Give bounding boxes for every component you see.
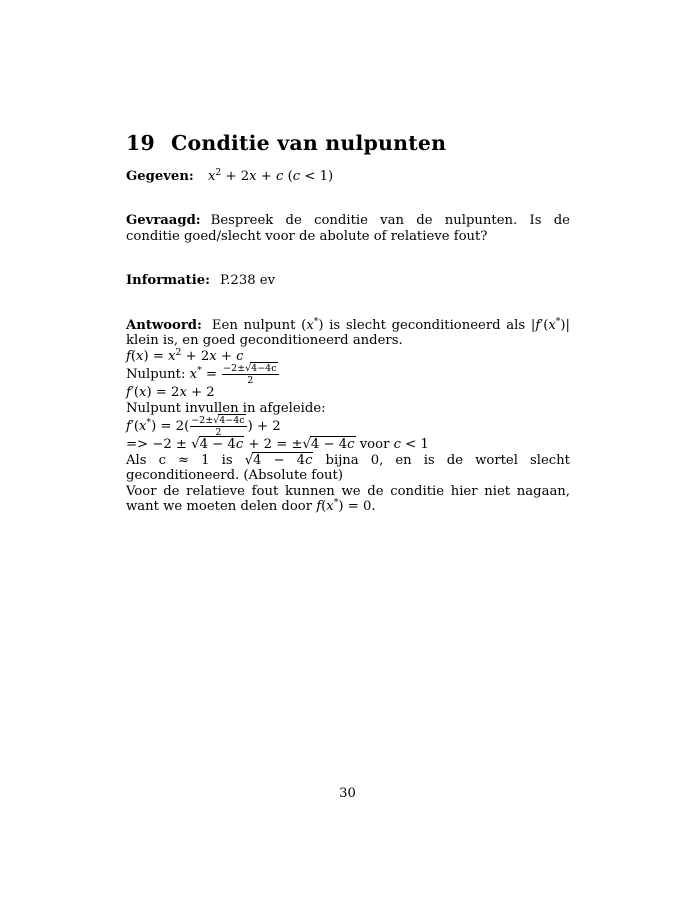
document-body [126,131,570,515]
given-equation: $x^2 + 2x + c$ (c < 1) [207,166,334,184]
substitution-equation: f′(x*) = 2( $\frac{-2\pm√4-4c}{2}$ ) + 2 [126,415,281,438]
info-text: P.238 ev [220,273,276,288]
page-number: 30 [339,786,356,801]
asked-paragraph [126,213,570,244]
asked-label: Gevraagd: [126,213,201,228]
conclusion-relative: Voor de relatieve fout kunnen we de conditie hier niet nagaan, want we moeten delen door f(x*) = 0. [126,483,570,514]
answer-section [126,315,570,515]
info-paragraph [126,273,570,289]
info-label: Informatie: [126,273,211,288]
function-equation: $f(x) = x^2 + 2x + c$ [126,346,244,364]
substitution-heading: Nulpunt invullen in afgeleide: [126,400,326,416]
result-equation: => −2 ± √4 − 4c + 2 = ±√4 − 4c voor c < 1 [126,437,429,452]
answer-intro: Antwoord: Een nulpunt (x*) is slecht geconditioneerd als |f′(x*)| klein is, en goed geconditioneerd anders. [126,315,570,348]
section-number: 19 [126,131,155,155]
section-title: Conditie van nulpunten [171,131,447,155]
asked-text: Bespreek de conditie van de nulpunten. Is de conditie goed/slecht voor de abolute of relatieve fout? [126,213,570,244]
given-paragraph [126,166,570,185]
derivative-equation: f′(x) = 2x + 2 [126,385,215,400]
conclusion-absolute: Als c ≈ 1 is √4 − 4c bijna 0, en is de wortel slecht geconditioneerd. (Absolute fout) [126,452,570,483]
root-equation: Nulpunt: x* = $\frac{-2\pm√4-4c}{2}$ [126,363,277,386]
answer-label: Antwoord: [126,317,202,333]
section-heading [126,131,570,155]
given-label: Gegeven: [126,168,194,184]
